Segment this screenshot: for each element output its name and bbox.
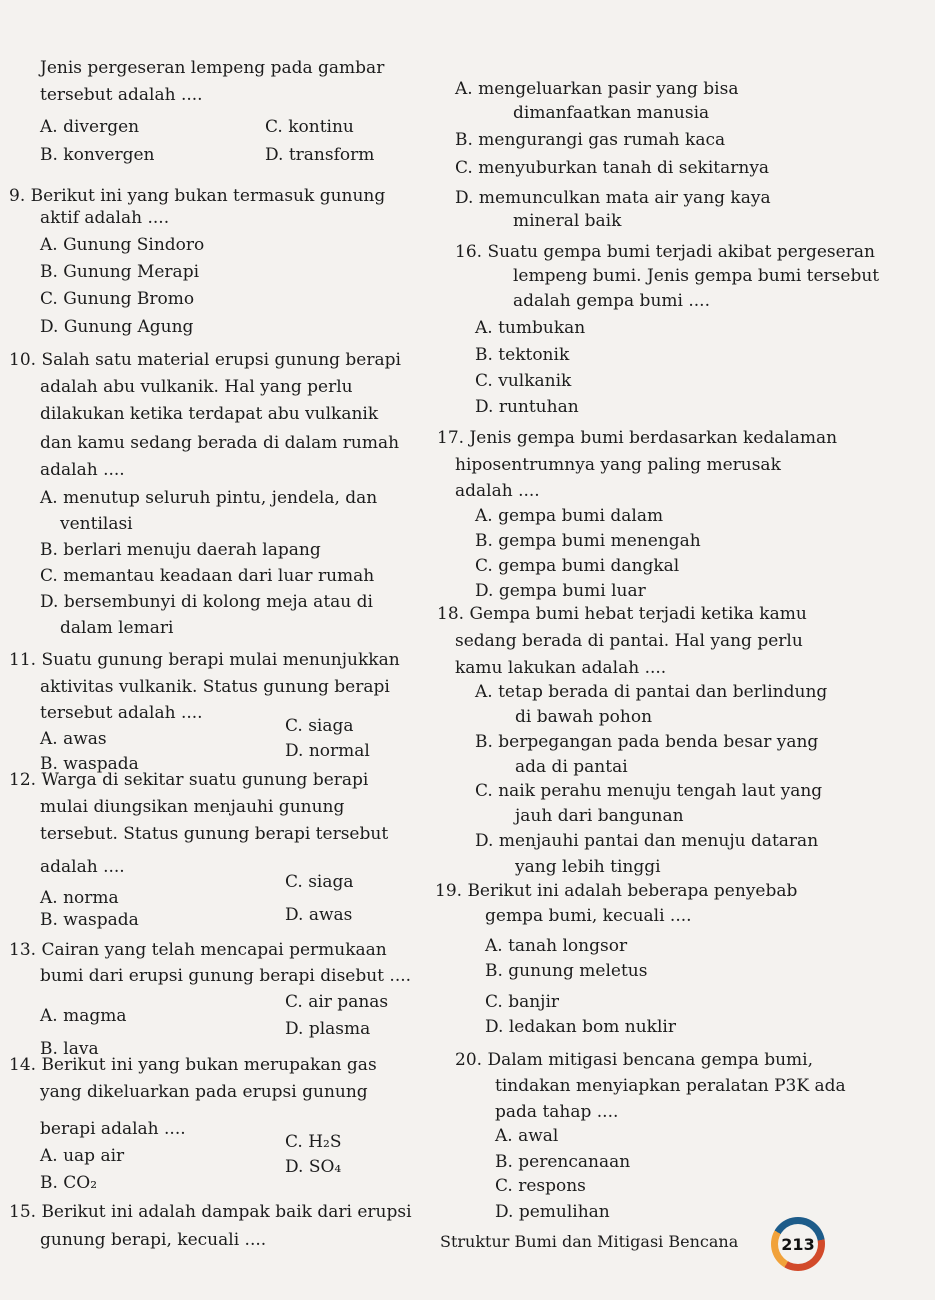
right-text-line: A. tumbukan bbox=[475, 318, 586, 338]
left-text-line: berapi adalah .... bbox=[40, 1119, 186, 1139]
right-text-line: C. respons bbox=[495, 1176, 586, 1196]
chapter-title: Struktur Bumi dan Mitigasi Bencana bbox=[440, 1232, 739, 1251]
left-text-line: D. transform bbox=[265, 145, 375, 165]
left-text-line: B. konvergen bbox=[40, 145, 155, 165]
left-text-line: tersebut. Status gunung berapi tersebut bbox=[40, 824, 389, 844]
left-text-line: C. kontinu bbox=[265, 117, 354, 137]
left-text-line: D. normal bbox=[285, 741, 370, 761]
left-text-line: 15. Berikut ini adalah dampak baik dari erupsi bbox=[9, 1202, 412, 1222]
right-text-line: 20. Dalam mitigasi bencana gempa bumi, bbox=[455, 1050, 814, 1070]
left-text-line: B. CO₂ bbox=[40, 1173, 98, 1193]
right-text-line: A. awal bbox=[495, 1126, 559, 1146]
right-text-line: C. gempa bumi dangkal bbox=[475, 556, 680, 576]
right-text-line: jauh dari bangunan bbox=[515, 806, 684, 826]
right-text-line: lempeng bumi. Jenis gempa bumi tersebut bbox=[513, 266, 880, 286]
left-text-line: D. SO₄ bbox=[285, 1157, 342, 1177]
right-text-line: yang lebih tinggi bbox=[515, 857, 661, 877]
right-text-line: D. memunculkan mata air yang kaya bbox=[455, 188, 771, 208]
left-text-line: bumi dari erupsi gunung berapi disebut .... bbox=[40, 966, 412, 986]
left-text-line: D. awas bbox=[285, 905, 353, 925]
left-text-line: C. Gunung Bromo bbox=[40, 289, 195, 309]
left-text-line: A. awas bbox=[40, 729, 107, 749]
right-text-line: tindakan menyiapkan peralatan P3K ada bbox=[495, 1076, 846, 1096]
left-text-line: B. lava bbox=[40, 1039, 99, 1059]
right-text-line: hiposentrumnya yang paling merusak bbox=[455, 455, 781, 475]
left-text-line: 13. Cairan yang telah mencapai permukaan bbox=[9, 940, 387, 960]
left-text-line: Jenis pergeseran lempeng pada gambar bbox=[40, 58, 385, 78]
page-number: 213 bbox=[778, 1224, 818, 1264]
right-text-line: D. runtuhan bbox=[475, 397, 579, 417]
left-text-line: A. uap air bbox=[40, 1146, 125, 1166]
right-text-line: ada di pantai bbox=[515, 757, 628, 777]
right-text-line: di bawah pohon bbox=[515, 707, 653, 727]
left-text-line: tersebut adalah .... bbox=[40, 703, 203, 723]
right-text-line: B. gunung meletus bbox=[485, 961, 648, 981]
left-text-line: C. siaga bbox=[285, 872, 354, 892]
right-text-line: pada tahap .... bbox=[495, 1102, 619, 1122]
left-text-line: B. waspada bbox=[40, 910, 139, 930]
left-text-line: 14. Berikut ini yang bukan merupakan gas bbox=[9, 1055, 377, 1075]
right-text-line: B. gempa bumi menengah bbox=[475, 531, 701, 551]
right-text-line: D. gempa bumi luar bbox=[475, 581, 646, 601]
right-text-line: adalah .... bbox=[455, 481, 540, 501]
left-text-line: A. divergen bbox=[40, 117, 140, 137]
left-text-line: D. plasma bbox=[285, 1019, 371, 1039]
left-text-line: A. menutup seluruh pintu, jendela, dan bbox=[40, 488, 378, 508]
right-text-line: A. gempa bumi dalam bbox=[475, 506, 664, 526]
right-text-line: kamu lakukan adalah .... bbox=[455, 658, 667, 678]
left-text-line: adalah .... bbox=[40, 857, 125, 877]
left-text-line: mulai diungsikan menjauhi gunung bbox=[40, 797, 345, 817]
left-text-line: gunung berapi, kecuali .... bbox=[40, 1230, 267, 1250]
right-text-line: 17. Jenis gempa bumi berdasarkan kedalaman bbox=[437, 428, 838, 448]
left-text-line: B. berlari menuju daerah lapang bbox=[40, 540, 321, 560]
left-text-line: dalam lemari bbox=[60, 618, 174, 638]
right-text-line: B. mengurangi gas rumah kaca bbox=[455, 130, 726, 150]
right-text-line: 19. Berikut ini adalah beberapa penyebab bbox=[435, 881, 798, 901]
right-text-line: C. vulkanik bbox=[475, 371, 572, 391]
left-text-line: aktif adalah .... bbox=[40, 208, 170, 228]
left-text-line: A. Gunung Sindoro bbox=[40, 235, 205, 255]
left-text-line: A. norma bbox=[40, 888, 119, 908]
right-text-line: D. ledakan bom nuklir bbox=[485, 1017, 676, 1037]
left-text-line: 11. Suatu gunung berapi mulai menunjukkan bbox=[9, 650, 400, 670]
right-text-line: A. tanah longsor bbox=[485, 936, 628, 956]
right-text-line: 16. Suatu gempa bumi terjadi akibat pergeseran bbox=[455, 242, 875, 262]
right-text-line: A. mengeluarkan pasir yang bisa bbox=[455, 79, 739, 99]
left-text-line: B. Gunung Merapi bbox=[40, 262, 200, 282]
page-number-badge bbox=[771, 1217, 825, 1271]
left-text-line: D. bersembunyi di kolong meja atau di bbox=[40, 592, 373, 612]
right-text-line: 18. Gempa bumi hebat terjadi ketika kamu bbox=[437, 604, 807, 624]
right-text-line: mineral baik bbox=[513, 211, 622, 231]
right-text-line: C. naik perahu menuju tengah laut yang bbox=[475, 781, 823, 801]
left-text-line: C. air panas bbox=[285, 992, 389, 1012]
right-text-line: B. tektonik bbox=[475, 345, 570, 365]
left-text-line: A. magma bbox=[40, 1006, 127, 1026]
right-text-line: B. berpegangan pada benda besar yang bbox=[475, 732, 819, 752]
left-text-line: dan kamu sedang berada di dalam rumah bbox=[40, 433, 400, 453]
left-text-line: ventilasi bbox=[60, 514, 133, 534]
left-text-line: 12. Warga di sekitar suatu gunung berapi bbox=[9, 770, 369, 790]
left-text-line: C. H₂S bbox=[285, 1132, 342, 1152]
left-text-line: dilakukan ketika terdapat abu vulkanik bbox=[40, 404, 379, 424]
left-text-line: D. Gunung Agung bbox=[40, 317, 194, 337]
left-text-line: C. siaga bbox=[285, 716, 354, 736]
left-text-line: 10. Salah satu material erupsi gunung berapi bbox=[9, 350, 401, 370]
left-text-line: adalah .... bbox=[40, 460, 125, 480]
right-text-line: C. banjir bbox=[485, 992, 560, 1012]
left-text-line: B. waspada bbox=[40, 754, 139, 774]
right-text-line: dimanfaatkan manusia bbox=[513, 103, 710, 123]
left-text-line: tersebut adalah .... bbox=[40, 85, 203, 105]
left-text-line: 9. Berikut ini yang bukan termasuk gunung bbox=[9, 186, 386, 206]
left-text-line: yang dikeluarkan pada erupsi gunung bbox=[40, 1082, 368, 1102]
right-text-line: B. perencanaan bbox=[495, 1152, 631, 1172]
right-text-line: adalah gempa bumi .... bbox=[513, 291, 710, 311]
right-text-line: D. pemulihan bbox=[495, 1202, 610, 1222]
right-text-line: C. menyuburkan tanah di sekitarnya bbox=[455, 158, 770, 178]
left-text-line: adalah abu vulkanik. Hal yang perlu bbox=[40, 377, 353, 397]
right-text-line: sedang berada di pantai. Hal yang perlu bbox=[455, 631, 803, 651]
left-text-line: aktivitas vulkanik. Status gunung berapi bbox=[40, 677, 390, 697]
right-text-line: gempa bumi, kecuali .... bbox=[485, 906, 692, 926]
right-text-line: D. menjauhi pantai dan menuju dataran bbox=[475, 831, 819, 851]
right-text-line: A. tetap berada di pantai dan berlindung bbox=[475, 682, 828, 702]
left-text-line: C. memantau keadaan dari luar rumah bbox=[40, 566, 375, 586]
